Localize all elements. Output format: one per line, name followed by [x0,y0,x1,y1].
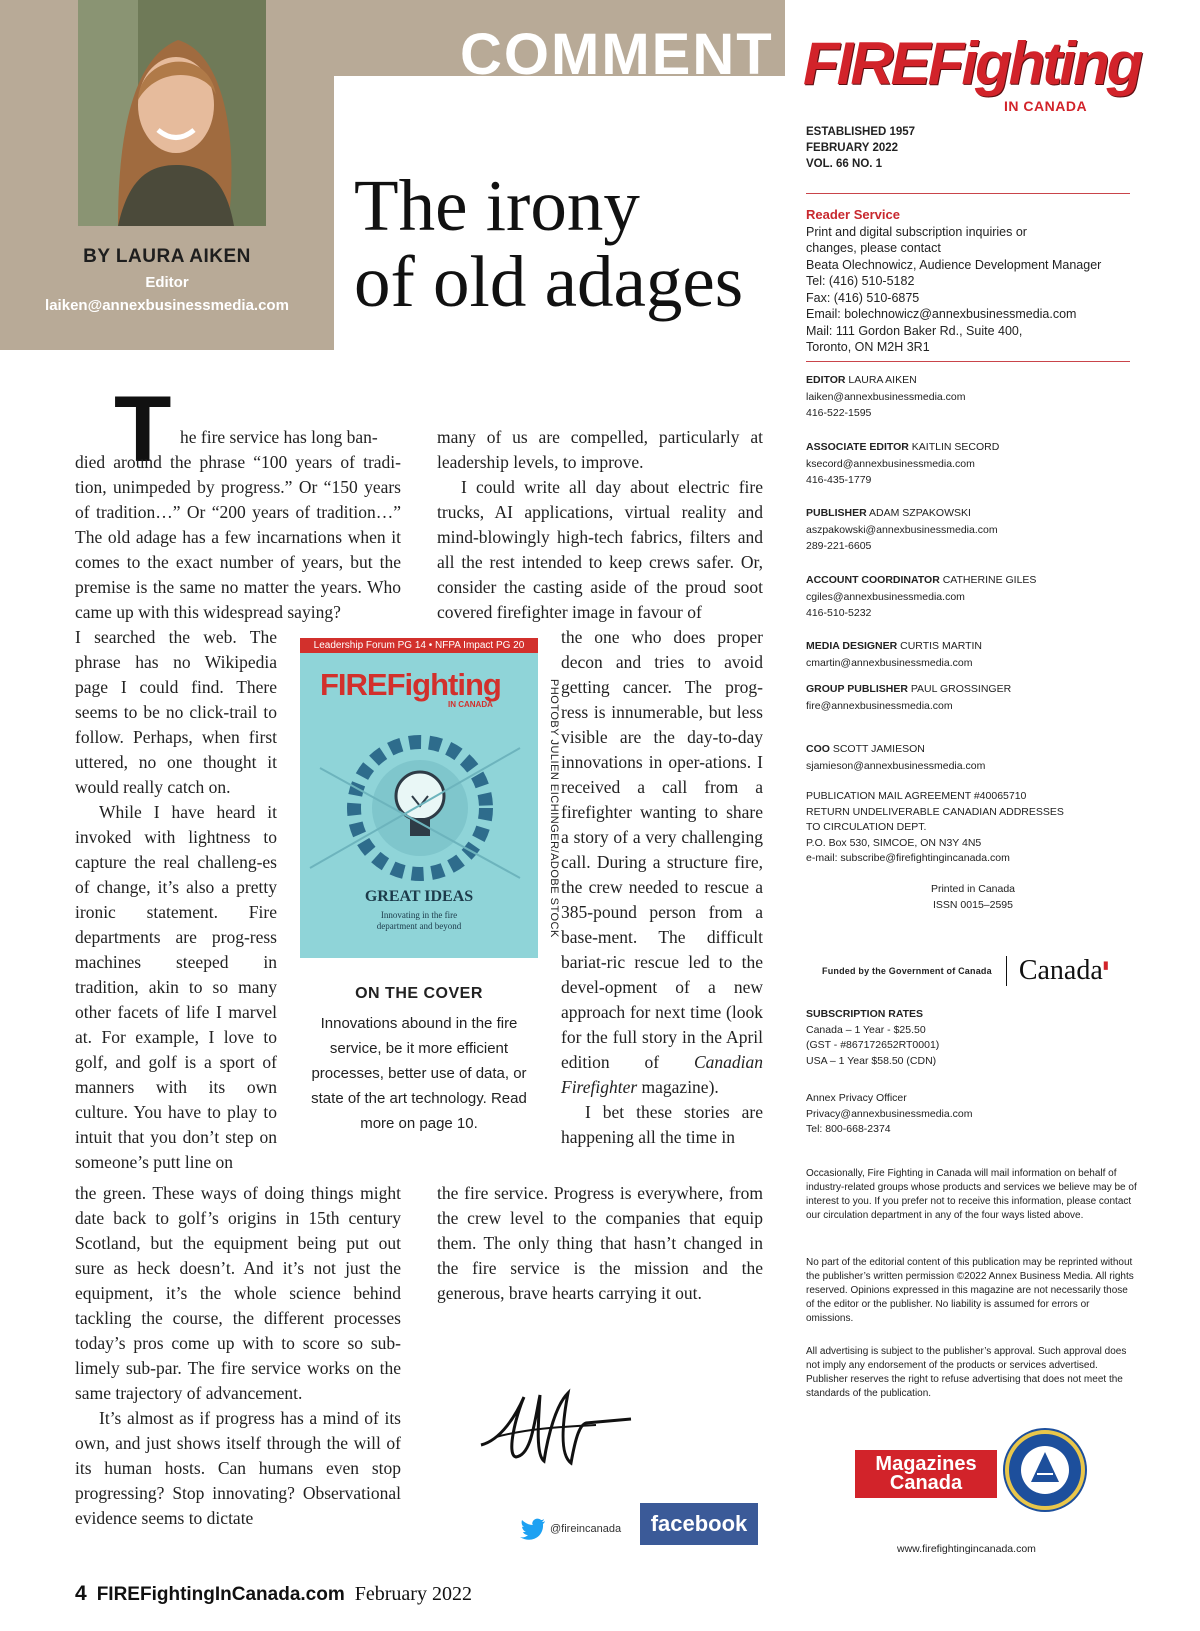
masthead-logo [803,30,1141,114]
funded-text: Funded by the Government of Canada [822,966,992,976]
twitter-icon [520,1518,546,1540]
divider [806,193,1130,194]
privacy-email[interactable]: Privacy@annexbusinessmedia.com [806,1107,973,1120]
reader-service-line: Mail: 111 Gordon Baker Rd., Suite 400, [806,323,1023,338]
staff-name: SCOTT JAMIESON [829,743,925,755]
canada-wordmark [1019,955,1109,987]
staff-role: GROUP PUBLISHER [806,683,908,695]
staff-entry [806,439,999,489]
subscription-line: USA – 1 Year $58.50 (CDN) [806,1054,937,1067]
advertising-notice: All advertising is subject to the publisher’s approval. Such approval does not imply any endorsement of the products or services advertised. Publisher reserves the right to refuse advertising that does not meet the standards of the publication. [806,1346,1127,1399]
reader-service-line: Toronto, ON M2H 3R1 [806,340,930,354]
article-text: the fire service. Progress is everywhere, from the crew level to the companies that equip them. The only thing that hasn’t changed in the fire service is the mission and the generous, brave hearts carrying it out. [437,1183,763,1303]
canada-wordmark-text: Canada [1018,955,1103,986]
legal-line: PUBLICATION MAIL AGREEMENT #40065710 [806,790,1027,802]
cover-image[interactable] [300,638,538,958]
legal-line: TO CIRCULATION DEPT. [806,821,927,833]
drop-cap: T [114,376,172,481]
legal-line: RETURN UNDELIVERABLE CANADIAN ADDRESSES [806,805,1064,818]
staff-email[interactable]: laiken@annexbusinessmedia.com [806,390,966,403]
magazines-canada-logo [855,1450,997,1498]
photo-credit-text: PHOTOBY JULIEN EICHINGER/ADOBE STOCK [548,679,560,938]
page-number: 4 [75,1582,87,1605]
article-paragraph [75,450,401,625]
volume: VOL. 66 NO. 1 [806,158,883,170]
magazine-title: Canadian Firefighter [561,1052,764,1097]
funded-by-canada [822,955,1109,987]
headline-line-1: The irony [354,165,640,246]
staff-role: MEDIA DESIGNER [806,640,898,652]
staff-email[interactable]: fire@annexbusinessmedia.com [806,699,953,712]
cover-logo-sub: IN CANADA [448,700,493,709]
masthead-logo-sub: IN CANADA [1004,98,1088,114]
staff-role: ACCOUNT COORDINATOR [806,574,940,586]
cover-title: GREAT IDEAS [364,888,474,905]
staff-phone: 416-435-1779 [806,474,872,486]
magazines-canada-line: Magazines [875,1453,977,1475]
cover-subtitle-line: Innovating in the fire [380,910,458,920]
printed-in: Printed in Canada [930,883,1016,895]
staff-name: CATHERINE GILES [939,574,1037,586]
subscription-rates [806,1007,939,1069]
privacy-line: Tel: 800-668-2374 [806,1123,891,1135]
staff-email[interactable]: aszpakowski@annexbusinessmedia.com [806,523,998,536]
article-text [561,625,763,1100]
article-text: I searched the web. The phrase has no Wikipedia page I could find. There seems to be no click-trail to follow. Perhaps, when first uttered, no one thought it would really catch on. [75,627,277,797]
cover-strip: Leadership Forum PG 14 • NFPA Impact PG 20 [300,638,538,653]
reader-service-heading: Reader Service [806,207,900,222]
article-text: While I have heard it invoked with lightness to capture the real challeng-es of change, it’s also a pretty ironic statement. Fire departments are prog-ress machines steeped in tradition, akin to so many other facets of life I marvel at. For example, I love to golf, and golf is a sport of manners with its own culture. You have to play to intuit that you don’t step on someone’s putt line on [75,802,277,1172]
article-paragraph [437,425,763,625]
staff-role: EDITOR [806,374,846,386]
staff-role: PUBLISHER [806,507,867,519]
author-name: BY LAURA AIKEN [83,246,251,267]
staff-email[interactable]: sjamieson@annexbusinessmedia.com [806,759,986,772]
article-text-span: magazine). [637,1077,719,1097]
cover-subtitle-line: department and beyond [376,921,462,931]
divider [806,361,1130,362]
section-label: COMMENT [460,22,774,87]
staff-entry [806,372,966,422]
subscription-line: Canada – 1 Year - $25.50 [806,1023,926,1036]
cover-caption-text: Innovations abound in the fire service, be it more efficient processes, better use of data, or state of the art technology. Read more on page 10. [311,1015,527,1132]
page-footer [75,1582,472,1606]
staff-entry [806,638,982,671]
article-text-span: the one who does proper decon and tries to avoid getting cancer. The prog-ress is innumerable, but less visible are the day-to-day innovations in oper-ations. I received a call from a firefighter wanting to share a story of a very challenging call. During a structure fire, the crew needed to rescue a 385-pound person from a base-ment. The difficult bariat-ric rescue led to the devel-opment of a new approach for next time (look for the full story in the April edition of [561,627,763,1072]
author-role: Editor [145,274,189,291]
privacy-officer [806,1091,972,1138]
article-paragraph [180,425,401,450]
reader-service-line: Print and digital subscription inquiries or [806,224,1027,239]
article-text: the green. These ways of doing things might date back to golf’s origins in 15th century Scotland, but the equipment being put out sure as heck doesn’t. And it’s not just the equipment, it’s the whole science behind tackling the course, the different processes today’s pros come up with to score so sub-limely sub-par. The fire service works on the same trajectory of advancement. [75,1183,401,1403]
facebook-button[interactable]: facebook [640,1503,758,1545]
reader-service-email[interactable]: Email: bolechnowicz@annexbusinessmedia.com [806,307,1077,321]
issue-info [806,124,915,172]
issn: ISSN 0015–2595 [933,898,1013,911]
subscription-line: (GST - #867172652RT0001) [806,1039,940,1051]
divider [1006,956,1007,986]
publication-legal [806,789,1064,867]
author-email[interactable]: laiken@annexbusinessmedia.com [45,297,289,314]
legal-line: P.O. Box 530, SIMCOE, ON N3Y 4N5 [806,836,982,849]
staff-entry [806,741,985,774]
established: ESTABLISHED 1957 [806,126,916,138]
staff-role: COO [806,743,830,755]
staff-entry [806,505,998,555]
reader-service-line: Fax: (416) 510-6875 [806,290,920,305]
photo-credit [544,679,560,963]
staff-email[interactable]: ksecord@annexbusinessmedia.com [806,457,975,470]
staff-email[interactable]: cmartin@annexbusinessmedia.com [806,656,973,669]
staff-email[interactable]: cgiles@annexbusinessmedia.com [806,590,965,603]
legal-email[interactable]: e-mail: subscribe@firefightingincanada.com [806,852,1010,864]
article-paragraph [75,625,277,1175]
staff-name: ADAM SZPAKOWSKI [866,507,971,519]
masthead-website[interactable]: www.firefightingincanada.com [897,1543,1036,1555]
twitter-link[interactable] [520,1518,621,1540]
cover-logo: FIREFighting [320,667,501,702]
byline [0,246,334,314]
editor-signature [476,1385,636,1480]
article-paragraph [75,1181,401,1531]
magazines-canada-line: Canada [889,1472,963,1494]
subscription-heading: SUBSCRIPTION RATES [806,1008,924,1020]
footer-date: February 2022 [354,1583,472,1605]
article-text: It’s almost as if progress has a mind of its own, and just shows itself through the will of its human hosts. Can humans even stop progressing? Stop innovating? Observational evidence seems to dictate [75,1408,401,1528]
reader-service-line: Tel: (416) 510-5182 [806,274,915,288]
article-text: died around the phrase “100 years of tradi-tion, unimpeded by progress.” Or “150 years of tradition…” Or “200 years of tradition…” The old adage has a few incarnations when it comes to the exact number of years, but the premise is the same no matter the years. Who came up with this widespread saying? [75,452,401,622]
staff-phone: 416-510-5232 [806,607,872,619]
cca-compliant-badge-icon [1005,1430,1085,1510]
mailing-notice: Occasionally, Fire Fighting in Canada will mail information on behalf of industry-related groups whose products and services we believe may be of interest to you. If you prefer not to receive this information, please contact our circulation department in any of the four ways listed above. [806,1168,1137,1221]
staff-name: PAUL GROSSINGER [907,683,1012,695]
maple-flag-icon: ▮ [1102,959,1109,972]
staff-entry [806,681,1011,714]
article-text: many of us are compelled, particularly at leadership levels, to improve. [437,427,763,472]
twitter-handle: @fireincanada [550,1523,622,1535]
staff-phone: 289-221-6605 [806,540,872,552]
issue-date: FEBRUARY 2022 [806,142,899,154]
reader-service-line: Beata Olechnowicz, Audience Development Manager [806,257,1102,272]
reader-service [806,207,1101,356]
reader-service-line: changes, please contact [806,241,941,255]
cover-subtitle [300,910,538,932]
headline-line-2: of old adages [354,241,744,322]
article-text: I bet these stories are happening all the time in [561,1102,763,1147]
printed-info [923,882,1023,913]
lightbulb-gear-icon [300,728,538,888]
cover-caption-heading: ON THE COVER [355,985,483,1002]
cover-caption [305,985,533,1136]
staff-name: CURTIS MARTIN [897,640,983,652]
staff-entry [806,572,1036,622]
article-paragraph [437,1181,763,1306]
staff-role: ASSOCIATE EDITOR [806,441,909,453]
footer-site[interactable]: FIREFightingInCanada.com [96,1584,345,1605]
article-paragraph [561,625,763,1150]
staff-phone: 416-522-1595 [806,407,872,419]
masthead-logo-main: FIREFighting [803,30,1141,97]
article-text: he fire service has long ban- [180,427,378,447]
copyright-notice: No part of the editorial content of this publication may be reprinted without the publisher’s written permission ©2022 Annex Business Media. All rights reserved. Opinions expressed in this magazine are not necessarily those of the editor or the publisher. No liability is assumed for errors or omissions. [806,1257,1134,1324]
article-headline [354,165,744,322]
staff-name: LAURA AIKEN [845,374,917,386]
article-text: I could write all day about electric fire trucks, AI applications, virtual reality and mind-blowingly high-tech fabrics, filters and all the rest intended to keep crews safer. Or, consider the casting aside of the proud soot covered firefighter image in favour of [437,477,763,622]
staff-name: KAITLIN SECORD [908,441,1000,453]
author-photo [78,0,266,226]
privacy-line: Annex Privacy Officer [806,1092,907,1104]
